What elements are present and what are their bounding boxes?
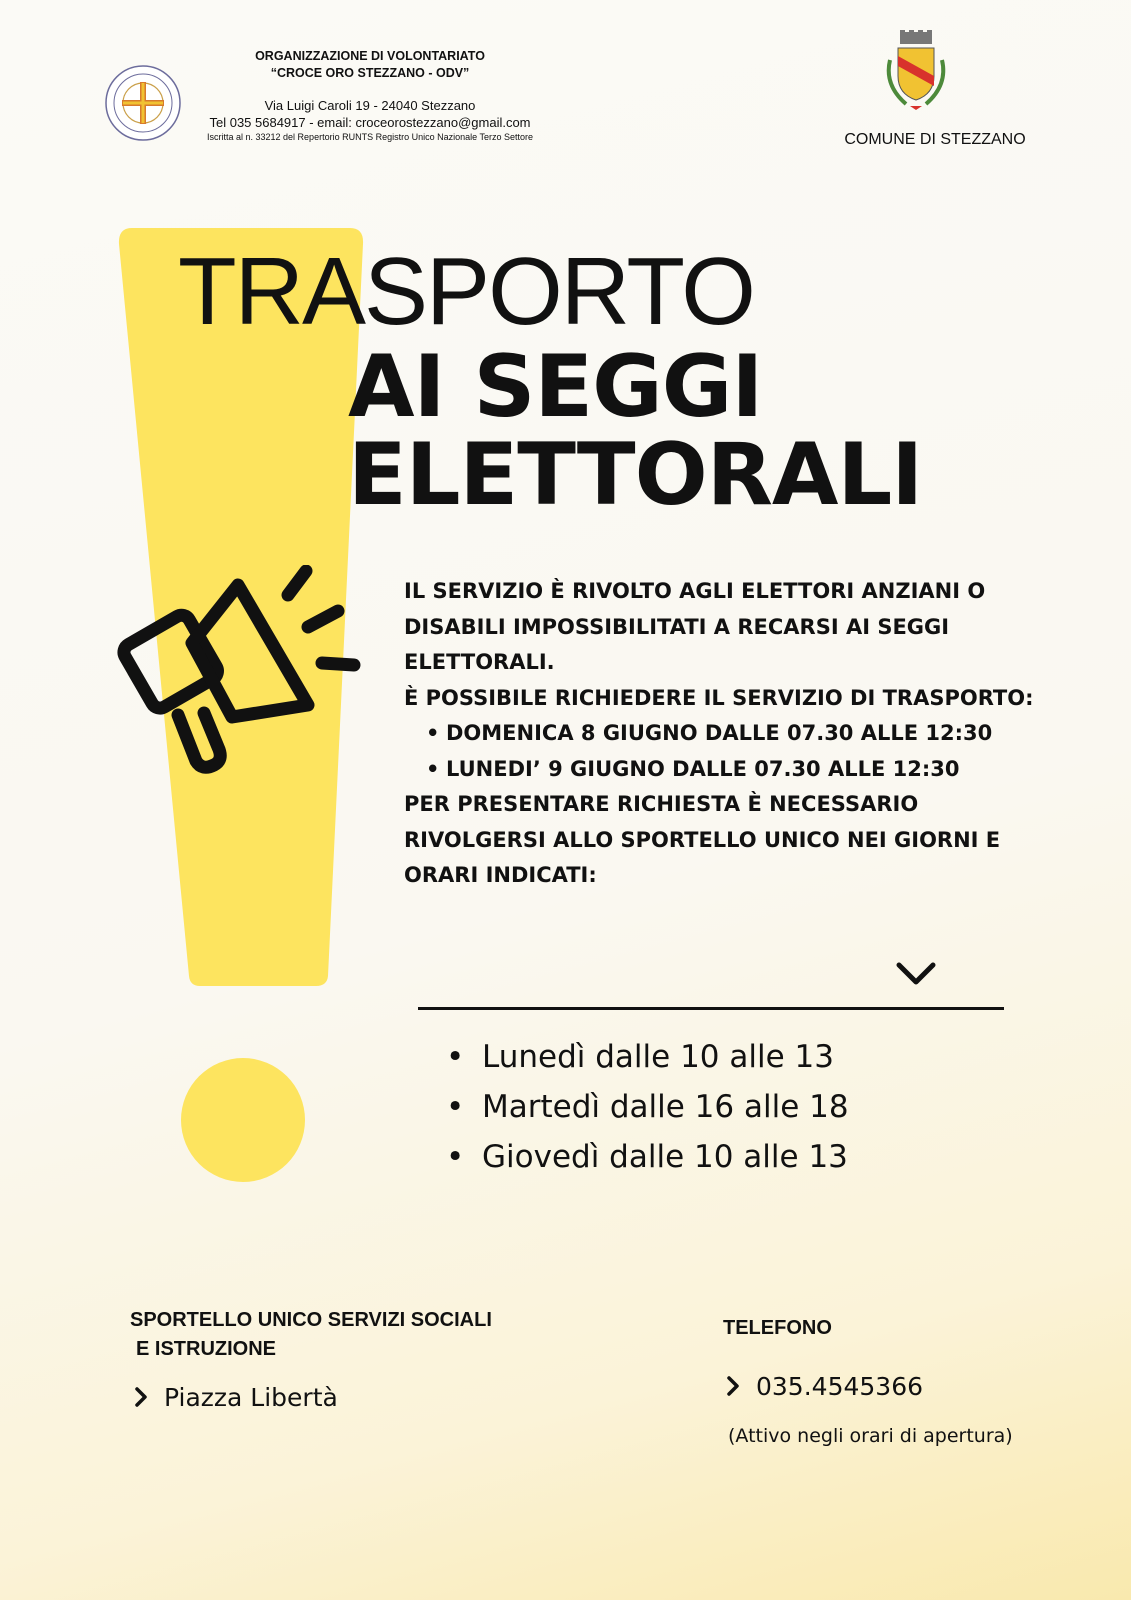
hours-monday: • Lunedì dalle 10 alle 13 — [482, 1032, 849, 1082]
opening-hours — [446, 1032, 849, 1182]
office-title-line1: SPORTELLO UNICO SERVIZI SOCIALI — [130, 1309, 492, 1331]
service-dates-list — [404, 716, 1064, 787]
opening-hours-list — [446, 1032, 849, 1182]
office-title — [130, 1306, 492, 1364]
organization-info — [160, 48, 580, 144]
org-address: Via Luigi Caroli 19 - 24040 Stezzano — [264, 98, 476, 113]
comune-name: COMUNE DI STEZZANO — [844, 131, 1026, 148]
org-title-line2: “CROCE ORO STEZZANO - ODV” — [270, 66, 470, 80]
title-seggi: AI SEGGI — [348, 337, 763, 437]
phone-label: TELEFONO — [723, 1317, 832, 1339]
instructions-paragraph: PER PRESENTARE RICHIESTA È NECESSARIO RIVOLGERSI ALLO SPORTELLO UNICO NEI GIORNI E ORARI INDICATI: — [404, 792, 1001, 887]
request-paragraph: È POSSIBILE RICHIEDERE IL SERVIZIO DI TRASPORTO: — [404, 685, 1034, 710]
office-address-text: Piazza Libertà — [164, 1383, 338, 1412]
phone-note: (Attivo negli orari di apertura) — [728, 1425, 1013, 1447]
office-address — [130, 1383, 338, 1412]
comune-crest-icon — [880, 30, 952, 112]
exclamation-dot — [181, 1058, 305, 1182]
org-registry: Iscritta al n. 33212 del Repertorio RUNTS Registro Unico Nazionale Terzo Settore — [207, 132, 533, 142]
phone-number — [722, 1372, 923, 1401]
org-contact: Tel 035 5684917 - email: croceorostezzano@gmail.com — [209, 115, 531, 130]
service-date-monday: • LUNEDI’ 9 GIUGNO DALLE 07.30 ALLE 12:30 — [446, 752, 1064, 788]
org-title-line1: ORGANIZZAZIONE DI VOLONTARIATO — [255, 49, 485, 63]
service-date-sunday: • DOMENICA 8 GIUGNO DALLE 07.30 ALLE 12:30 — [446, 716, 1064, 752]
chevron-right-icon — [130, 1386, 152, 1408]
office-title-line2: E ISTRUZIONE — [136, 1338, 277, 1360]
hours-thursday: • Giovedì dalle 10 alle 13 — [482, 1132, 849, 1182]
chevron-right-icon — [722, 1375, 744, 1397]
chevron-down-icon — [894, 960, 938, 988]
title-elettorali: ELETTORALI — [348, 425, 923, 525]
service-description — [404, 574, 1064, 894]
phone-number-text: 035.4545366 — [756, 1372, 924, 1401]
hours-tuesday: • Martedì dalle 16 alle 18 — [482, 1082, 849, 1132]
title-transport: TRASPORTO — [178, 238, 754, 345]
divider — [418, 1007, 1004, 1010]
megaphone-icon — [108, 565, 370, 785]
service-paragraph: IL SERVIZIO È RIVOLTO AGLI ELETTORI ANZIANI O DISABILI IMPOSSIBILITATI A RECARSI AI SEGGI ELETTORALI. — [404, 579, 986, 674]
